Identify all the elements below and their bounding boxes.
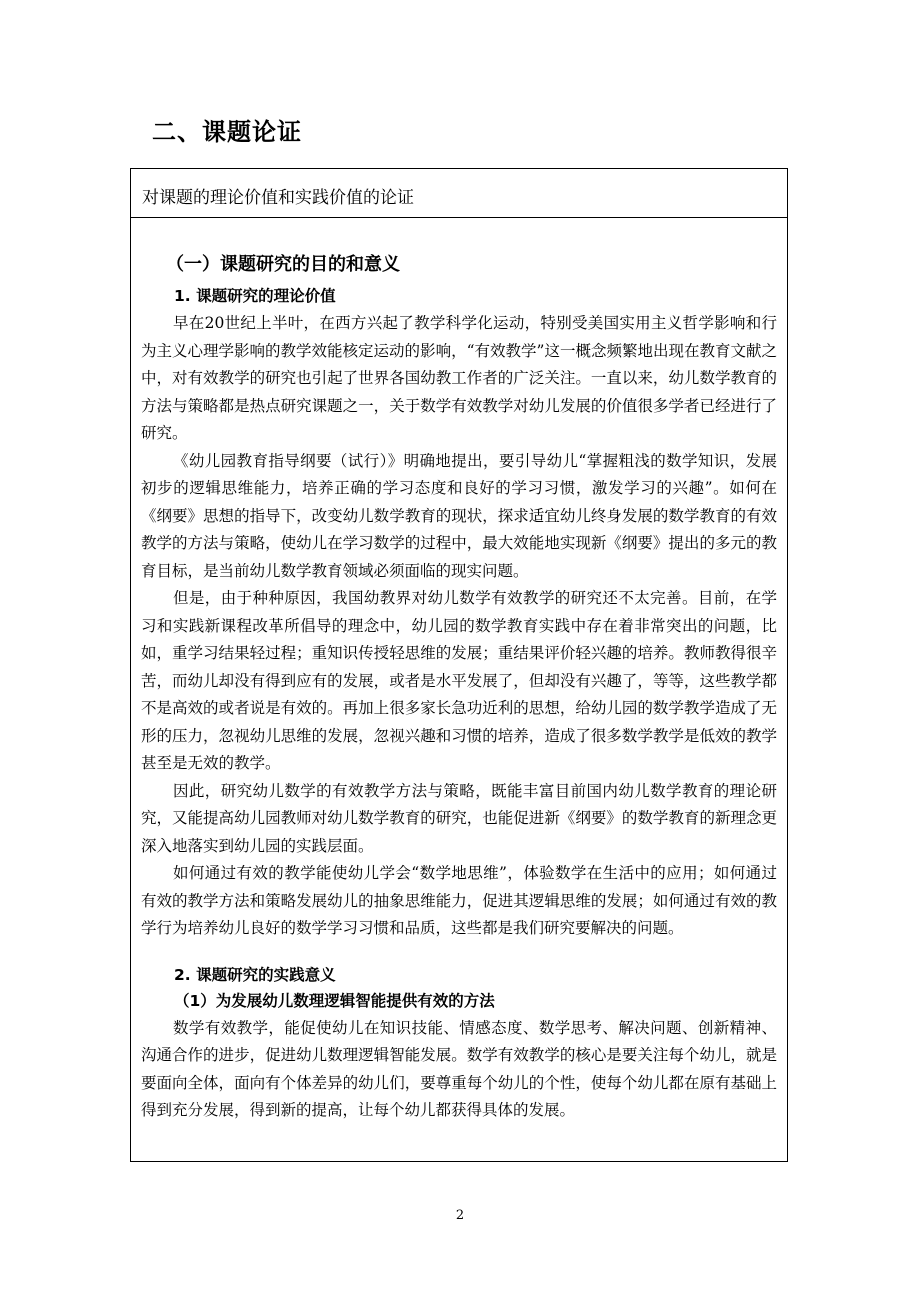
paragraph: 如何通过有效的教学能使幼儿学会“数学地思维”，体验数学在生活中的应用；如何通过有效的教学方法和策略发展幼儿的抽象思维能力，促进其逻辑思维的发展；如何通过有效的教学行为培养幼儿良好的数学学习习惯和品质，这些都是我们研究要解决的问题。 — [141, 864, 777, 937]
subheading-theory-value: 1. 课题研究的理论价值 — [174, 287, 336, 305]
paragraph: 数学有效教学，能促使幼儿在知识技能、情感态度、数学思考、解决问题、创新精神、沟通合作的进步，促进幼儿数理逻辑智能发展。数学有效教学的核心是要关注每个幼儿，就是要面向全体，面向有个体差异的幼儿们，要尊重每个幼儿的个性，使每个幼儿都在原有基础上得到充分发展，得到新的提高，让每个幼儿都获得具体的发展。 — [141, 1018, 777, 1119]
table-header: 对课题的理论价值和实践价值的论证 — [131, 169, 787, 218]
argument-table — [130, 168, 788, 1162]
paragraph: 但是，由于种种原因，我国幼教界对幼儿数学有效教学的研究还不太完善。目前，在学习和实践新课程改革所倡导的理念中，幼儿园的数学教育实践中存在着非常突出的问题，比如，重学习结果轻过程；重知识传授轻思维的发展；重结果评价轻兴趣的培养。教师教得很辛苦，而幼儿却没有得到应有的发展，或者是水平发展了，但却没有兴趣了，等等，这些教学都不是高效的或者说是有效的。再加上很多家长急功近利的思想，给幼儿园的数学教学造成了无形的压力，忽视幼儿思维的发展，忽视兴趣和习惯的培养，造成了很多数学教学是低效的教学甚至是无效的教学。 — [141, 589, 777, 772]
paragraph: 早在20世纪上半叶，在西方兴起了教学科学化运动，特别受美国实用主义哲学影响和行为主义心理学影响的教学效能核定运动的影响，“有效教学”这一概念频繁地出现在教育文献之中，对有效教学的研究也引起了世界各国幼教工作者的广泛关注。一直以来，幼儿数学教育的方法与策略都是热点研究课题之一，关于数学有效教学对幼儿发展的价值很多学者已经进行了研究。 — [141, 314, 777, 442]
subheading-practice-significance: 2. 课题研究的实践意义 — [174, 965, 336, 984]
subheading-logic-method: （1）为发展幼儿数理逻辑智能提供有效的方法 — [174, 991, 495, 1010]
table-content — [131, 218, 787, 1125]
heading-purpose: （一）课题研究的目的和意义 — [166, 254, 400, 275]
page-number: 2 — [455, 1208, 465, 1223]
paragraph: 《幼儿园教育指导纲要（试行）》明确地提出，要引导幼儿“掌握粗浅的数学知识，发展初步的逻辑思维能力，培养正确的学习态度和良好的学习习惯，激发学习的兴趣”。如何在《纲要》思想的指导下，改变幼儿数学教育的现状，探求适宜幼儿终身发展的数学教育的有效教学的方法与策略，使幼儿在学习数学的过程中，最大效能地实现新《纲要》提出的多元的教育目标，是当前幼儿数学教育领域必须面临的现实问题。 — [141, 451, 777, 580]
section-title: 二、课题论证 — [152, 118, 302, 146]
spacer — [141, 943, 777, 963]
paragraph: 因此，研究幼儿数学的有效教学方法与策略，既能丰富目前国内幼儿数学教育的理论研究，又能提高幼儿园教师对幼儿数学教育的研究，也能促进新《纲要》的数学教育的新理念更深入地落实到幼儿园的实践层面。 — [141, 781, 777, 855]
